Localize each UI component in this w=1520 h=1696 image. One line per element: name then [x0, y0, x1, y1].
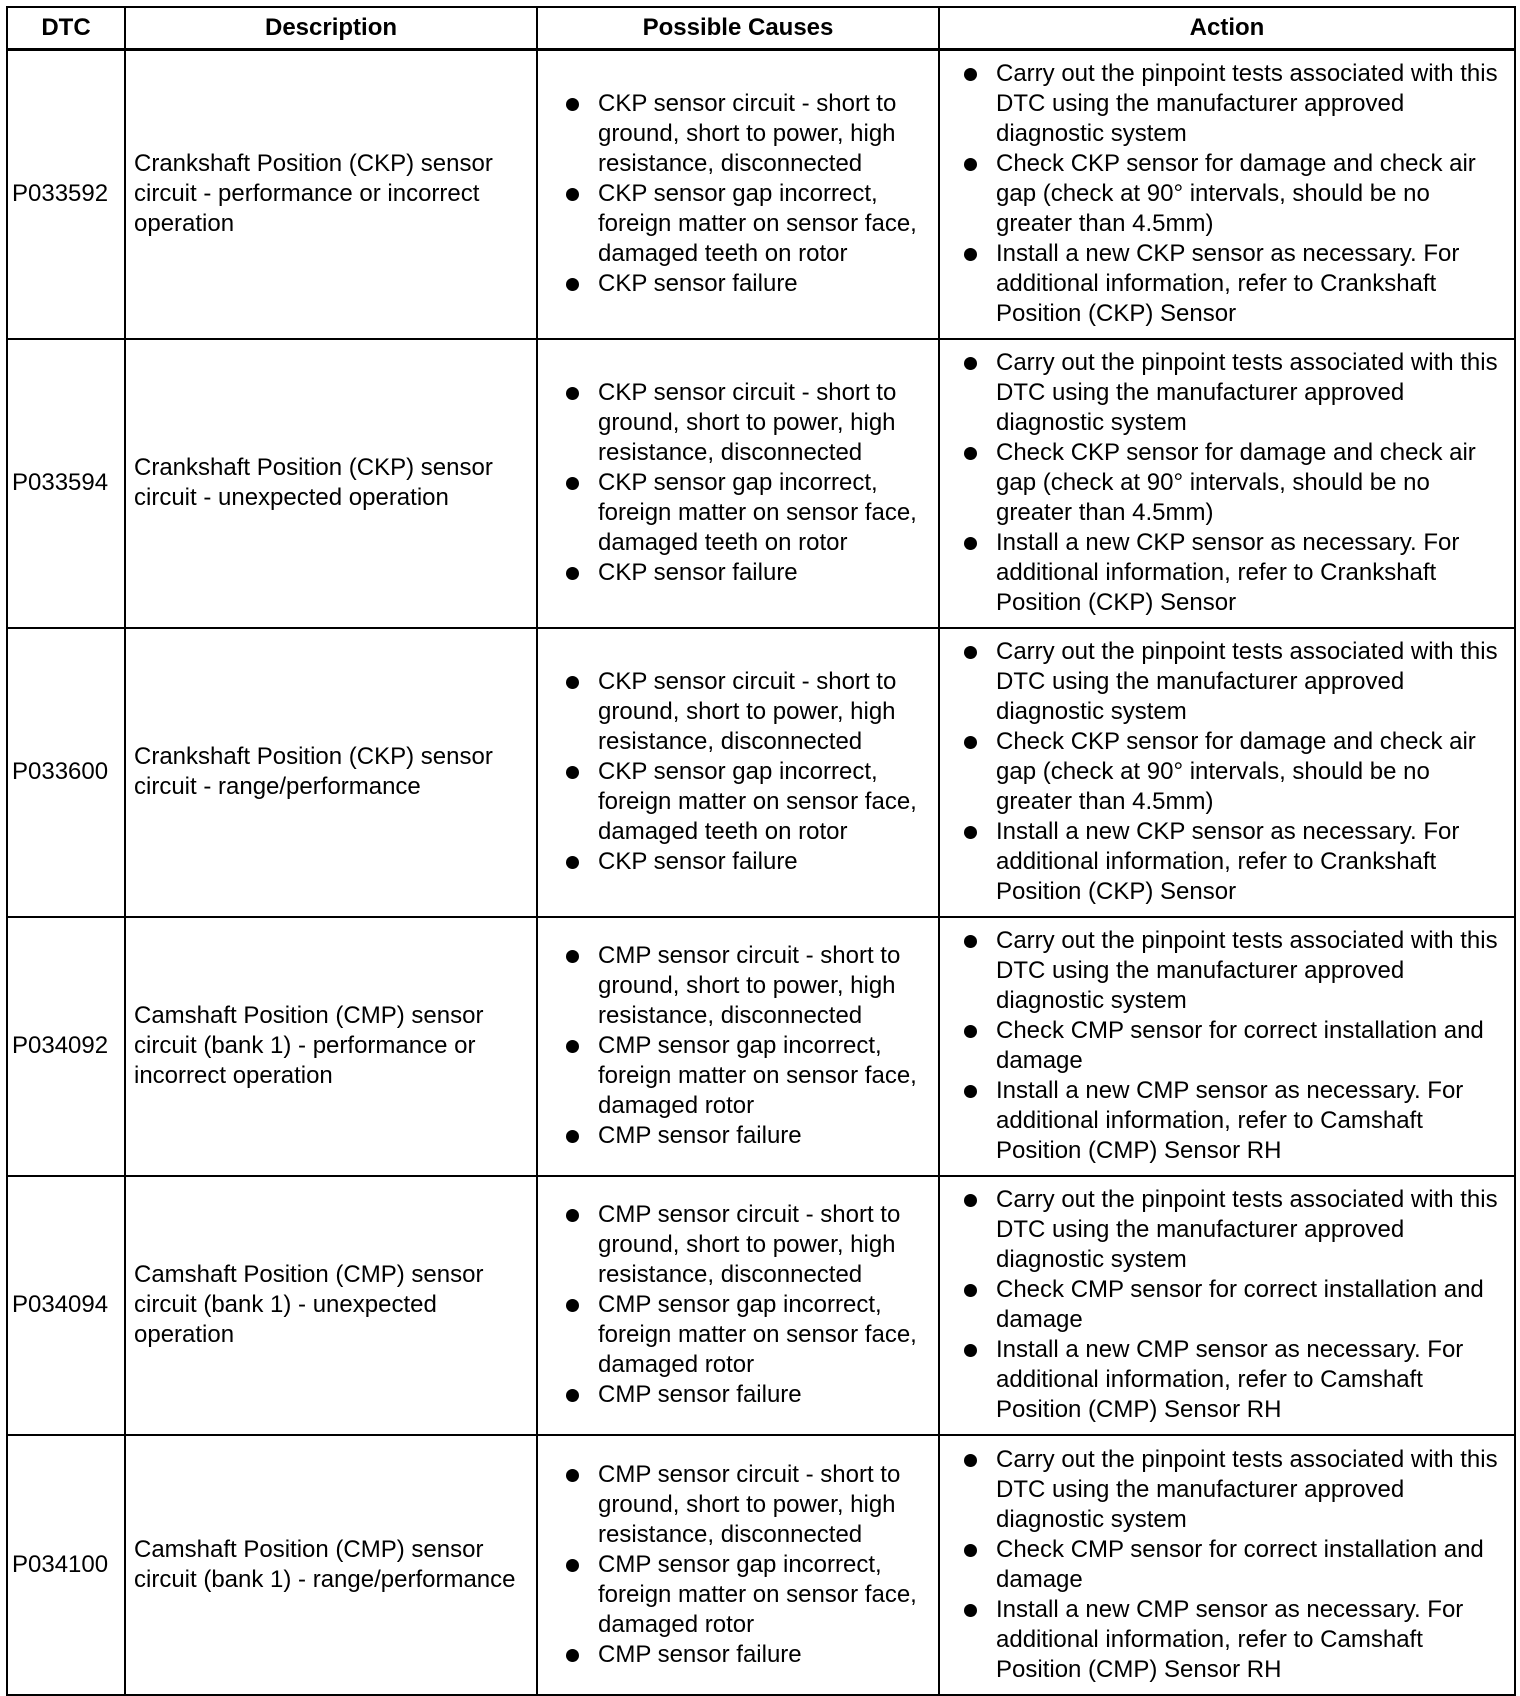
cause-text: CMP sensor failure — [598, 1640, 802, 1668]
action-text: Install a new CMP sensor as necessary. For additional information, refer to Camshaft Position (CMP) Sensor RH — [996, 1336, 1464, 1423]
possible-causes-cell — [537, 628, 939, 917]
action-item — [950, 637, 1510, 727]
possible-causes-list — [552, 89, 934, 299]
action-cell — [939, 339, 1515, 628]
action-text: Install a new CMP sensor as necessary. For additional information, refer to Camshaft Position (CMP) Sensor RH — [996, 1077, 1464, 1164]
action-text: Carry out the pinpoint tests associated with this DTC using the manufacturer approved diagnostic system — [996, 638, 1498, 725]
action-list — [950, 1445, 1510, 1685]
action-item — [950, 149, 1510, 239]
dtc-table — [6, 6, 1516, 1696]
cause-item — [552, 468, 934, 558]
cause-text: CMP sensor failure — [598, 1381, 802, 1408]
action-text: Carry out the pinpoint tests associated with this DTC using the manufacturer approved diagnostic system — [996, 1445, 1498, 1533]
cause-text: CKP sensor circuit - short to ground, short to power, high resistance, disconnected — [598, 379, 897, 466]
action-cell — [939, 1435, 1515, 1695]
table-row — [7, 339, 1515, 628]
dtc-code: P033600 — [7, 628, 125, 917]
bullet-icon — [964, 1025, 977, 1038]
action-text: Check CMP sensor for correct installation and damage — [996, 1276, 1484, 1333]
cause-item — [552, 757, 934, 847]
possible-causes-cell — [537, 917, 939, 1176]
cause-text: CKP sensor circuit - short to ground, short to power, high resistance, disconnected — [598, 668, 897, 755]
action-text: Check CMP sensor for correct installation and damage — [996, 1535, 1484, 1593]
action-list — [950, 59, 1510, 329]
action-item — [950, 1076, 1510, 1166]
cause-item — [552, 1290, 934, 1380]
cause-text: CKP sensor failure — [598, 848, 798, 875]
cause-item — [552, 89, 934, 179]
action-text: Check CMP sensor for correct installation and damage — [996, 1017, 1484, 1074]
action-item — [950, 1535, 1510, 1595]
action-text: Carry out the pinpoint tests associated with this DTC using the manufacturer approved diagnostic system — [996, 349, 1498, 436]
cause-item — [552, 1460, 934, 1550]
cause-item — [552, 269, 934, 299]
dtc-description: Crankshaft Position (CKP) sensor circuit - range/performance — [125, 628, 537, 917]
bullet-icon — [566, 1209, 579, 1222]
table-row — [7, 917, 1515, 1176]
bullet-icon — [964, 158, 977, 171]
action-item — [950, 1185, 1510, 1275]
cause-item — [552, 1200, 934, 1290]
bullet-icon — [964, 248, 977, 261]
bullet-icon — [566, 567, 579, 580]
bullet-icon — [566, 950, 579, 963]
table-row — [7, 628, 1515, 917]
bullet-icon — [566, 1040, 579, 1053]
possible-causes-list — [552, 941, 934, 1151]
action-list — [950, 1185, 1510, 1425]
table-row — [7, 1435, 1515, 1695]
action-item — [950, 1335, 1510, 1425]
cause-text: CMP sensor gap incorrect, foreign matter on sensor face, damaged rotor — [598, 1291, 917, 1378]
action-cell — [939, 1176, 1515, 1435]
possible-causes-cell — [537, 1176, 939, 1435]
dtc-code: P034094 — [7, 1176, 125, 1435]
cause-item — [552, 1031, 934, 1121]
action-item — [950, 1445, 1510, 1535]
bullet-icon — [566, 387, 579, 400]
dtc-code: P034100 — [7, 1435, 125, 1695]
action-text: Install a new CKP sensor as necessary. For additional information, refer to Crankshaft Position (CKP) Sensor — [996, 818, 1460, 905]
cause-text: CMP sensor gap incorrect, foreign matter on sensor face, damaged rotor — [598, 1550, 917, 1638]
bullet-icon — [566, 98, 579, 111]
cause-text: CKP sensor gap incorrect, foreign matter on sensor face, damaged teeth on rotor — [598, 469, 917, 556]
header-row — [7, 7, 1515, 50]
bullet-icon — [964, 1194, 977, 1207]
cause-text: CMP sensor circuit - short to ground, short to power, high resistance, disconnected — [598, 942, 901, 1029]
dtc-description: Crankshaft Position (CKP) sensor circuit - unexpected operation — [125, 339, 537, 628]
bullet-icon — [566, 1299, 579, 1312]
dtc-code: P034092 — [7, 917, 125, 1176]
bullet-icon — [566, 278, 579, 291]
bullet-icon — [964, 1085, 977, 1098]
dtc-description: Camshaft Position (CMP) sensor circuit (bank 1) - range/performance — [125, 1435, 537, 1695]
bullet-icon — [964, 646, 977, 659]
dtc-description: Camshaft Position (CMP) sensor circuit (bank 1) - unexpected operation — [125, 1176, 537, 1435]
action-item — [950, 1016, 1510, 1076]
dtc-code: P033594 — [7, 339, 125, 628]
bullet-icon — [566, 1559, 579, 1572]
action-list — [950, 926, 1510, 1166]
bullet-icon — [566, 856, 579, 869]
bullet-icon — [964, 68, 977, 81]
cause-item — [552, 1550, 934, 1640]
bullet-icon — [566, 477, 579, 490]
bullet-icon — [566, 1130, 579, 1143]
action-item — [950, 727, 1510, 817]
possible-causes-cell — [537, 1435, 939, 1695]
cause-text: CKP sensor gap incorrect, foreign matter on sensor face, damaged teeth on rotor — [598, 758, 917, 845]
cause-text: CKP sensor gap incorrect, foreign matter on sensor face, damaged teeth on rotor — [598, 180, 917, 268]
action-text: Carry out the pinpoint tests associated with this DTC using the manufacturer approved diagnostic system — [996, 927, 1498, 1014]
action-text: Install a new CMP sensor as necessary. For additional information, refer to Camshaft Position (CMP) Sensor RH — [996, 1595, 1464, 1683]
action-item — [950, 348, 1510, 438]
dtc-description: Camshaft Position (CMP) sensor circuit (bank 1) - performance or incorrect operation — [125, 917, 537, 1176]
cause-text: CKP sensor failure — [598, 270, 798, 298]
table-row — [7, 50, 1515, 339]
dtc-code: P033592 — [7, 50, 125, 339]
header-dtc: DTC — [7, 7, 125, 50]
bullet-icon — [566, 1469, 579, 1482]
cause-text: CMP sensor failure — [598, 1122, 802, 1149]
possible-causes-list — [552, 667, 934, 877]
possible-causes-cell — [537, 50, 939, 339]
possible-causes-list — [552, 378, 934, 588]
possible-causes-list — [552, 1460, 934, 1670]
action-item — [950, 1595, 1510, 1685]
cause-text: CMP sensor circuit - short to ground, short to power, high resistance, disconnected — [598, 1201, 901, 1288]
bullet-icon — [964, 1604, 977, 1617]
cause-text: CMP sensor gap incorrect, foreign matter on sensor face, damaged rotor — [598, 1032, 917, 1119]
action-item — [950, 438, 1510, 528]
table-row — [7, 1176, 1515, 1435]
action-text: Check CKP sensor for damage and check air gap (check at 90° intervals, should be no greater than 4.5mm) — [996, 439, 1476, 526]
action-text: Check CKP sensor for damage and check air gap (check at 90° intervals, should be no greater than 4.5mm) — [996, 728, 1476, 815]
action-list — [950, 348, 1510, 618]
action-item — [950, 239, 1510, 329]
bullet-icon — [566, 676, 579, 689]
action-text: Carry out the pinpoint tests associated with this DTC using the manufacturer approved diagnostic system — [996, 60, 1498, 148]
cause-text: CKP sensor failure — [598, 559, 798, 586]
action-item — [950, 1275, 1510, 1335]
action-item — [950, 926, 1510, 1016]
bullet-icon — [566, 766, 579, 779]
bullet-icon — [964, 736, 977, 749]
cause-text: CKP sensor circuit - short to ground, short to power, high resistance, disconnected — [598, 90, 897, 178]
bullet-icon — [964, 1284, 977, 1297]
bullet-icon — [964, 537, 977, 550]
action-item — [950, 528, 1510, 618]
possible-causes-list — [552, 1200, 934, 1410]
action-text: Install a new CKP sensor as necessary. For additional information, refer to Crankshaft Position (CKP) Sensor — [996, 529, 1460, 616]
bullet-icon — [964, 447, 977, 460]
cause-item — [552, 847, 934, 877]
bullet-icon — [566, 1389, 579, 1402]
action-cell — [939, 628, 1515, 917]
table-header — [7, 7, 1515, 50]
cause-item — [552, 558, 934, 588]
header-possible-causes: Possible Causes — [537, 7, 939, 50]
action-item — [950, 817, 1510, 907]
cause-item — [552, 378, 934, 468]
bullet-icon — [964, 357, 977, 370]
bullet-icon — [964, 1344, 977, 1357]
dtc-description: Crankshaft Position (CKP) sensor circuit - performance or incorrect operation — [125, 50, 537, 339]
bullet-icon — [964, 1544, 977, 1557]
header-description: Description — [125, 7, 537, 50]
table-body — [7, 50, 1515, 1695]
bullet-icon — [964, 1454, 977, 1467]
header-action: Action — [939, 7, 1515, 50]
bullet-icon — [566, 188, 579, 201]
cause-item — [552, 1121, 934, 1151]
possible-causes-cell — [537, 339, 939, 628]
action-text: Carry out the pinpoint tests associated with this DTC using the manufacturer approved diagnostic system — [996, 1186, 1498, 1273]
cause-item — [552, 1640, 934, 1670]
cause-text: CMP sensor circuit - short to ground, short to power, high resistance, disconnected — [598, 1460, 901, 1548]
cause-item — [552, 941, 934, 1031]
action-list — [950, 637, 1510, 907]
cause-item — [552, 179, 934, 269]
bullet-icon — [964, 826, 977, 839]
action-text: Check CKP sensor for damage and check air gap (check at 90° intervals, should be no greater than 4.5mm) — [996, 150, 1476, 238]
cause-item — [552, 1380, 934, 1410]
action-item — [950, 59, 1510, 149]
cause-item — [552, 667, 934, 757]
action-cell — [939, 917, 1515, 1176]
bullet-icon — [964, 935, 977, 948]
bullet-icon — [566, 1649, 579, 1662]
action-text: Install a new CKP sensor as necessary. For additional information, refer to Crankshaft Position (CKP) Sensor — [996, 240, 1460, 328]
action-cell — [939, 50, 1515, 339]
